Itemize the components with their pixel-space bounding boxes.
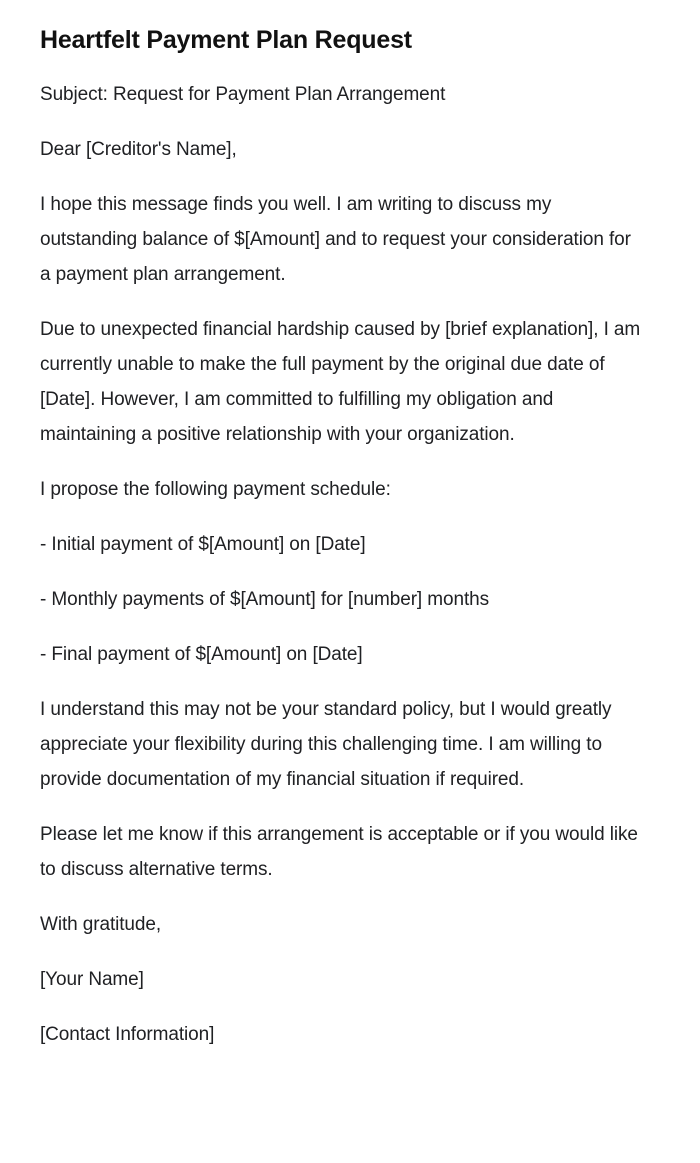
schedule-item-final: - Final payment of $[Amount] on [Date] bbox=[40, 644, 363, 665]
schedule-intro: I propose the following payment schedule: bbox=[40, 479, 391, 500]
contact-info-placeholder: [Contact Information] bbox=[40, 1024, 215, 1045]
paragraph-opening: I hope this message finds you well. I am writing to discuss my outstanding balance of $[Amount] and to request your consideration for a payment plan arrangement. bbox=[40, 194, 631, 285]
signature-name-placeholder: [Your Name] bbox=[40, 969, 144, 990]
schedule-item-monthly: - Monthly payments of $[Amount] for [number] months bbox=[40, 589, 489, 610]
salutation: Dear [Creditor's Name], bbox=[40, 139, 237, 160]
paragraph-closing-request: Please let me know if this arrangement is acceptable or if you would like to discuss alternative terms. bbox=[40, 824, 638, 880]
paragraph-hardship: Due to unexpected financial hardship caused by [brief explanation], I am currently unable to make the full payment by the original due date of [Date]. However, I am committed to fulfilling my obligation and maintaining a positive relationship with your organization. bbox=[40, 319, 641, 445]
subject-line: Subject: Request for Payment Plan Arrangement bbox=[40, 84, 446, 105]
paragraph-flexibility: I understand this may not be your standard policy, but I would greatly appreciate your flexibility during this challenging time. I am willing to provide documentation of my financial situation if required. bbox=[40, 699, 612, 790]
schedule-item-initial: - Initial payment of $[Amount] on [Date] bbox=[40, 534, 366, 555]
page-title: Heartfelt Payment Plan Request bbox=[40, 26, 412, 54]
signoff: With gratitude, bbox=[40, 914, 161, 935]
